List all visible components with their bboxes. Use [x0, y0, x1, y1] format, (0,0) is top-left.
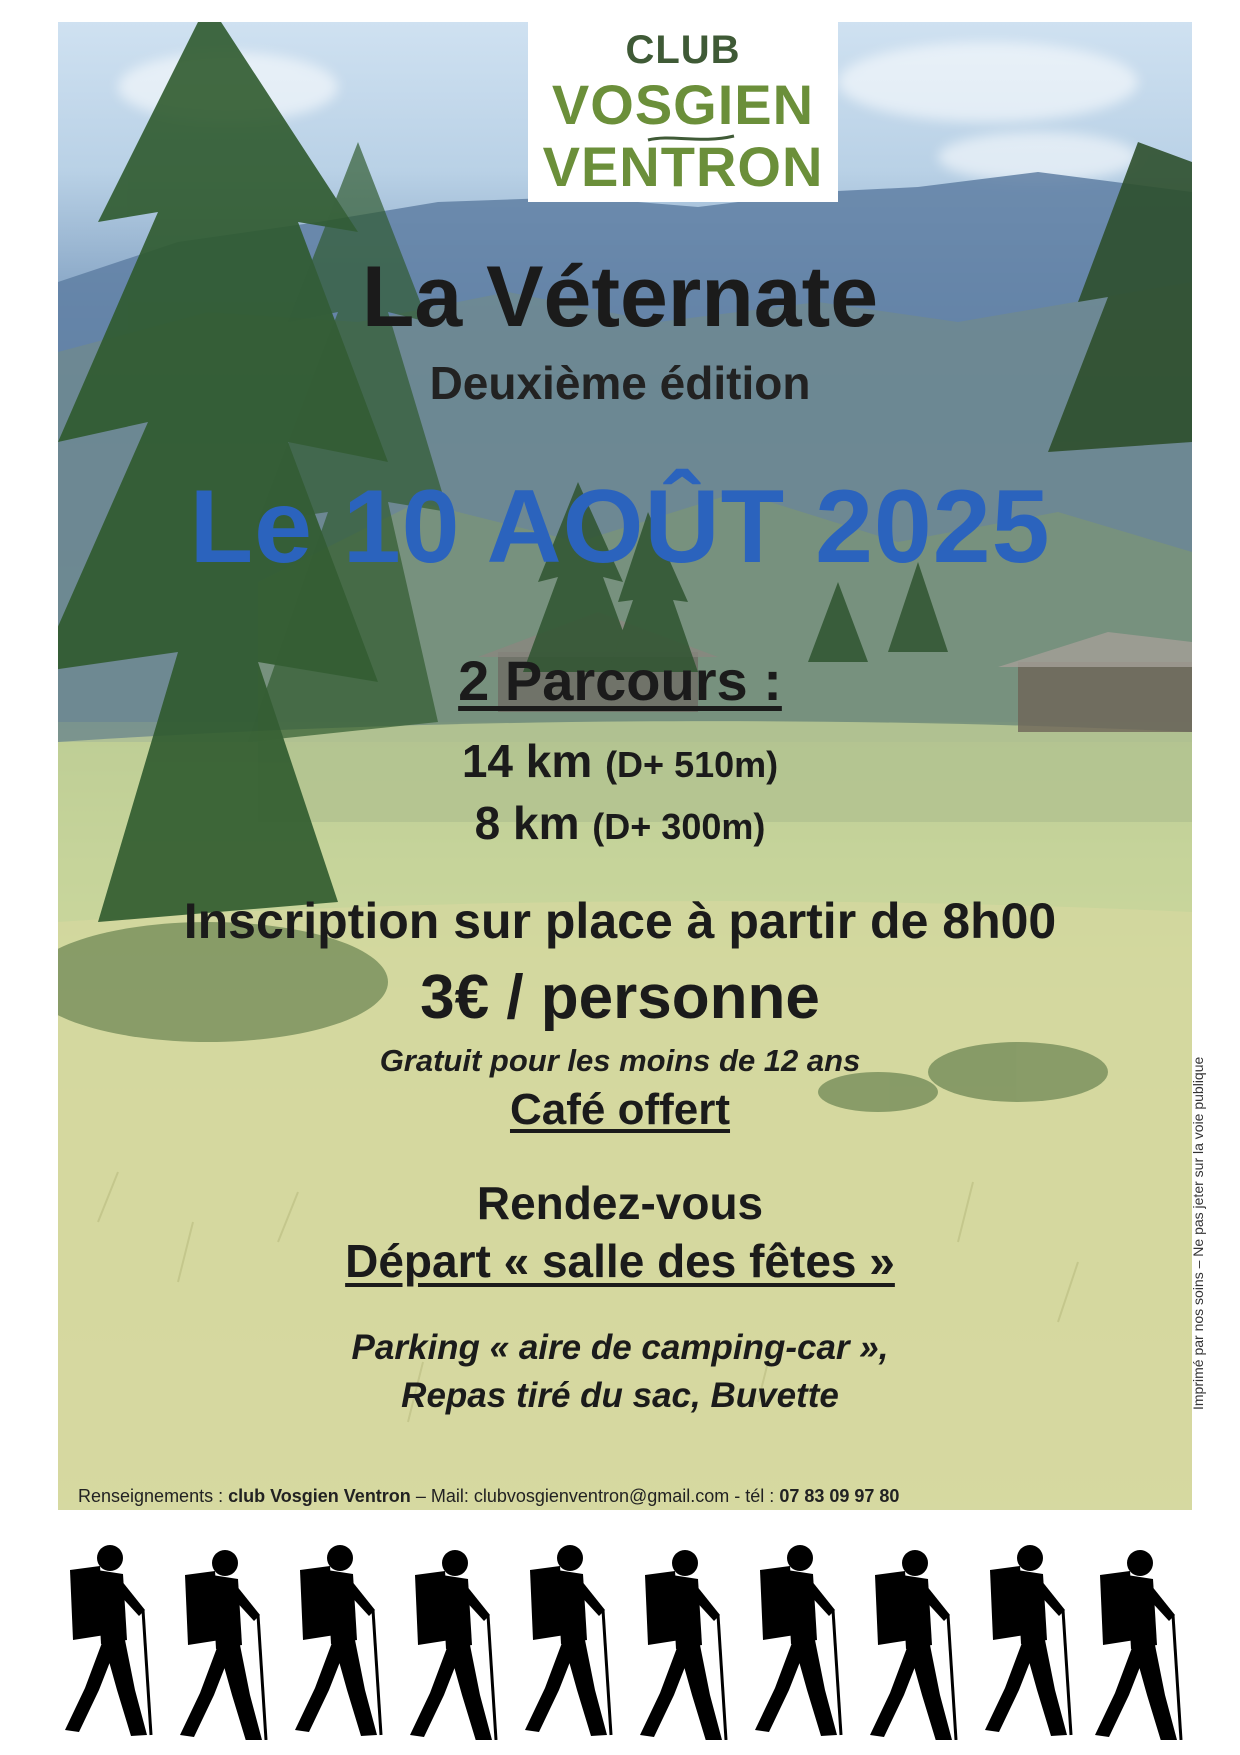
hiker-icon — [525, 1545, 611, 1736]
event-edition: Deuxième édition — [429, 357, 811, 409]
meeting-label: Rendez-vous — [476, 1177, 764, 1229]
club-logo — [528, 22, 838, 202]
parking-info: Parking « aire de camping-car », — [351, 1328, 889, 1367]
logo-ventron-text: VENTRON — [542, 135, 824, 198]
hiker-icon — [410, 1550, 496, 1740]
route-elevation: (D+ 300m) — [592, 806, 766, 847]
route-item — [0, 734, 1240, 788]
hiker-icon — [1095, 1550, 1181, 1740]
contact-phone: 07 83 09 97 80 — [779, 1486, 900, 1506]
contact-line — [78, 1486, 899, 1507]
event-title: La Véternate — [361, 249, 879, 345]
free-note: Gratuit pour les moins de 12 ans — [379, 1043, 861, 1078]
routes-heading: 2 Parcours : — [458, 649, 782, 712]
hiker-icon — [985, 1545, 1071, 1736]
hiker-icon — [180, 1550, 266, 1740]
contact-email: clubvosgienventron@gmail.com — [473, 1486, 730, 1506]
hiker-icon — [295, 1545, 381, 1736]
hiker-icon — [640, 1550, 726, 1740]
route-distance: 8 km — [474, 797, 580, 849]
registration-text: Inscription sur place à partir de 8h00 — [183, 893, 1057, 949]
contact-mail-label: – Mail: — [415, 1486, 469, 1506]
hiker-icon — [755, 1545, 841, 1736]
registration-price: 3€ / personne — [420, 963, 820, 1032]
route-distance: 14 km — [461, 735, 593, 787]
hikers-silhouettes — [55, 1540, 1195, 1740]
event-date: Le 10 AOÛT 2025 — [189, 469, 1051, 585]
route-elevation: (D+ 510m) — [605, 744, 779, 785]
contact-club: club Vosgien Ventron — [228, 1486, 411, 1506]
route-item — [0, 796, 1240, 850]
hiker-icon — [870, 1550, 956, 1740]
contact-tel-label: - tél : — [734, 1486, 775, 1506]
extras-info: Repas tiré du sac, Buvette — [401, 1376, 839, 1415]
logo-club-text: CLUB — [625, 28, 741, 72]
coffee-offer: Café offert — [509, 1085, 731, 1134]
logo-vosgien-text: VOSGIEN — [551, 73, 815, 136]
printed-notice: Imprimé par nos soins – Ne pas jeter sur la voie publique — [1190, 1056, 1206, 1410]
departure-location: Départ « salle des fêtes » — [345, 1235, 895, 1287]
hiker-icon — [65, 1545, 151, 1736]
contact-prefix: Renseignements : — [78, 1486, 224, 1506]
